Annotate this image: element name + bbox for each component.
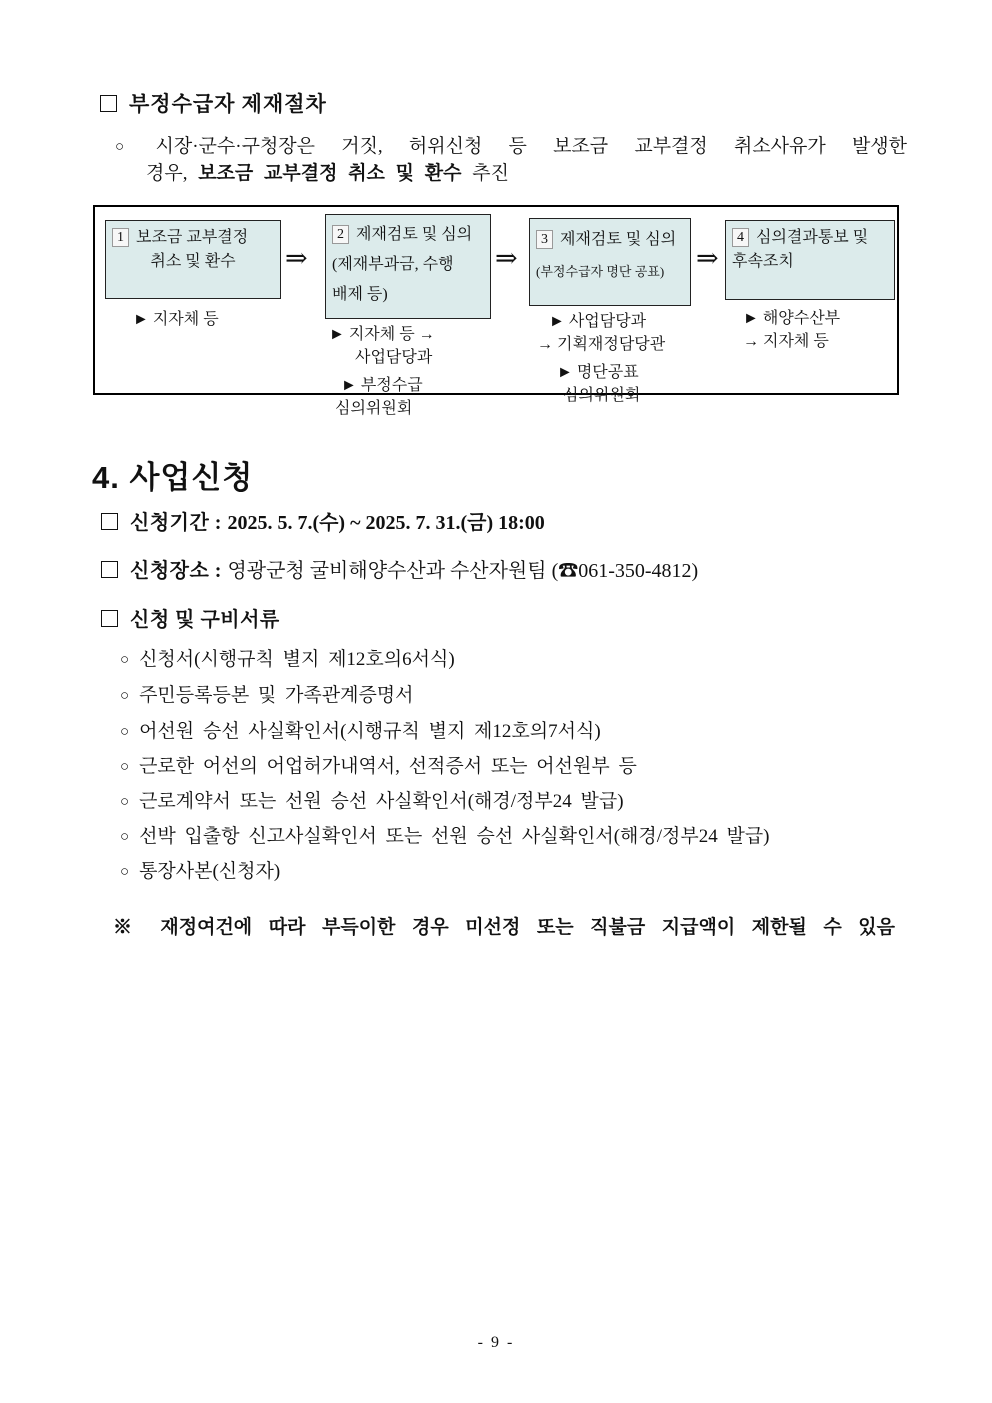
circle-bullet-icon: ○ xyxy=(115,139,146,155)
square-bullet-icon xyxy=(101,610,118,627)
flow-arrow-icon: ⇒ xyxy=(696,243,719,273)
application-place-line xyxy=(101,554,698,583)
sanction-heading-text: 부정수급자 제재절차 xyxy=(129,92,327,116)
step-1-title: 보조금 교부결정 xyxy=(136,229,249,246)
flow-arrow-icon: ⇒ xyxy=(495,243,518,273)
circle-bullet-icon: ○ xyxy=(120,864,130,880)
step-2-title-line2: (제재부과금, 수행 xyxy=(332,256,454,273)
place-value: 영광군청 굴비해양수산과 수산자원팀 (☎061-350-4812) xyxy=(227,560,699,582)
flowchart-step-4-notes: ► 해양수산부 → 지자체 등 xyxy=(743,310,841,350)
flowchart-step-3-notes: ► 사업담당과 → 기획재정담당관 ► 명단공표 심의위원회 xyxy=(537,313,666,404)
documents-heading: 신청 및 구비서류 xyxy=(101,603,280,632)
reference-mark-icon: ※ xyxy=(113,917,144,938)
step-2-number-badge: 2 xyxy=(332,225,349,244)
sanction-intro-line1: ○ 시장·군수·구청장은 거짓, 허위신청 등 보조금 교부결정 취소사유가 발생한 xyxy=(115,136,908,157)
sanction-flowchart xyxy=(93,205,899,417)
document-item: ○ 근로한 어선의 어업허가내역서, 선적증서 또는 어선원부 등 xyxy=(120,756,637,777)
page-number: - 9 - xyxy=(477,1334,515,1351)
document-item: ○ 통장사본(신청자) xyxy=(120,861,281,882)
period-label: 신청기간 : xyxy=(130,512,228,534)
step-4-title-line2: 후속조치 xyxy=(732,253,794,270)
flowchart-step-2-notes: ► 지자체 등 → 사업담당과 ► 부정수급 심의위원회 xyxy=(329,326,435,417)
step-4-number-badge: 4 xyxy=(732,228,749,247)
sanction-intro-line2: 경우, 보조금 교부결정 취소 및 환수 추진 xyxy=(146,163,509,184)
flow-arrow-icon: ⇒ xyxy=(285,243,308,273)
section-4-title: 4. 사업신청 xyxy=(92,460,254,495)
circle-bullet-icon: ○ xyxy=(120,829,130,845)
circle-bullet-icon: ○ xyxy=(120,759,130,775)
square-bullet-icon xyxy=(101,513,118,530)
step-2-title-line3: 배제 등) xyxy=(332,286,388,303)
circle-bullet-icon: ○ xyxy=(120,688,130,704)
square-bullet-icon xyxy=(101,561,118,578)
circle-bullet-icon: ○ xyxy=(120,724,130,740)
document-item: ○ 신청서(시행규칙 별지 제12호의6서식) xyxy=(120,649,455,670)
step-1-title-line2: 취소 및 환수 xyxy=(150,253,236,270)
step-4-title: 심의결과통보 및 xyxy=(756,229,869,246)
step-1-number-badge: 1 xyxy=(112,228,129,247)
flowchart-step-3-box xyxy=(529,218,691,306)
flowchart-step-4-box xyxy=(725,220,895,300)
document-item: ○ 주민등록등본 및 가족관계증명서 xyxy=(120,685,414,706)
sanction-bold-phrase: 보조금 교부결정 취소 및 환수 xyxy=(198,163,462,184)
document-item: ○ 선박 입출항 신고사실확인서 또는 선원 승선 사실확인서(해경/정부24 발급) xyxy=(120,826,770,847)
circle-bullet-icon: ○ xyxy=(120,652,130,668)
flowchart-step-2-box xyxy=(325,214,491,319)
application-period-line xyxy=(101,506,545,535)
flowchart-step-1-box xyxy=(105,220,281,299)
sanction-heading xyxy=(100,88,327,118)
step-2-title: 제재검토 및 심의 xyxy=(356,226,473,243)
step-3-title-line2: (부정수급자 명단 공표) xyxy=(536,264,665,279)
document-item: ○ 어선원 승선 사실확인서(시행규칙 별지 제12호의7서식) xyxy=(120,721,601,742)
period-value: 2025. 5. 7.(수) ~ 2025. 7. 31.(금) 18:00 xyxy=(227,512,545,534)
restriction-note: ※ 재정여건에 따라 부득이한 경우 미선정 또는 직불금 지급액이 제한될 수 있음 xyxy=(113,917,895,938)
flowchart-step-1-notes: ► 지자체 등 xyxy=(133,311,219,328)
step-3-number-badge: 3 xyxy=(536,230,553,249)
square-bullet-icon xyxy=(100,95,117,112)
step-3-title: 제재검토 및 심의 xyxy=(560,231,677,248)
circle-bullet-icon: ○ xyxy=(120,794,130,810)
place-label: 신청장소 : xyxy=(130,560,228,582)
document-item: ○ 근로계약서 또는 선원 승선 사실확인서(해경/정부24 발급) xyxy=(120,791,624,812)
